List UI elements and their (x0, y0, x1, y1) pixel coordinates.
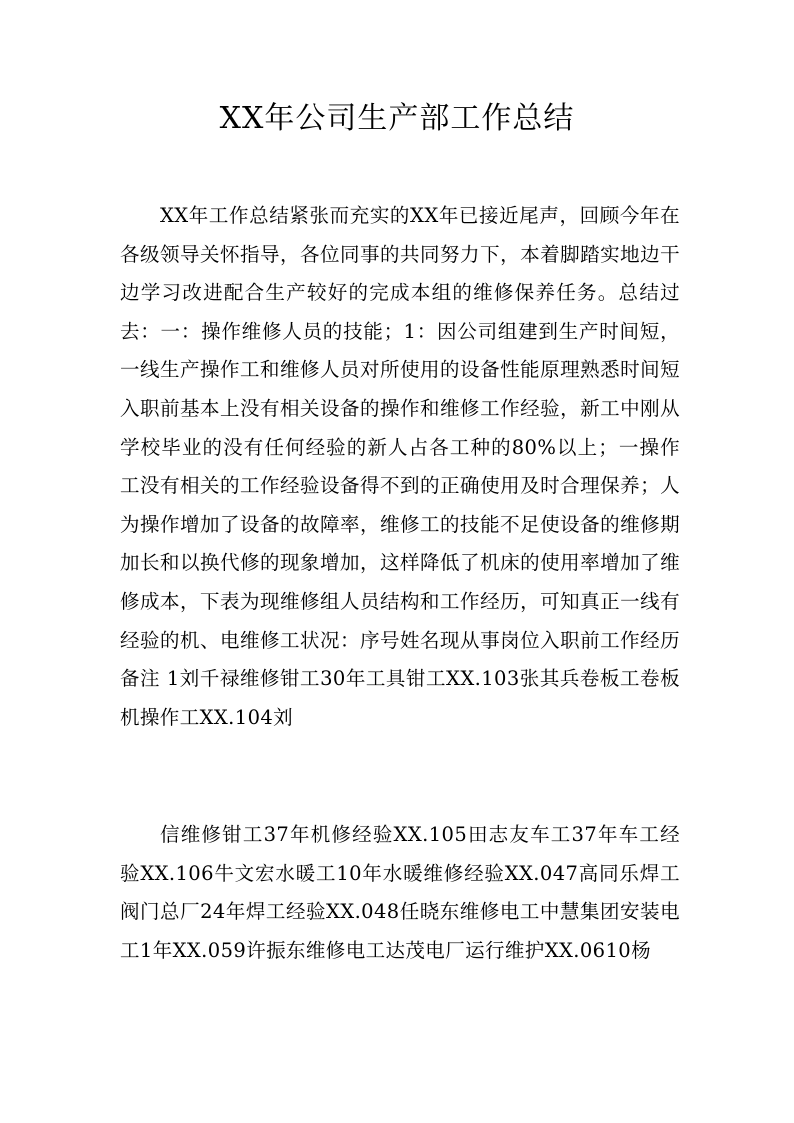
body-paragraph-1: XX年工作总结紧张而充实的XX年已接近尾声，回顾今年在各级领导关怀指导，各位同事的共同努力下，本着脚踏实地边干边学习改进配合生产较好的完成本组的维修保养任务。总结过去：一：操作维修人员的技能；1：因公司组建到生产时间短，一线生产操作工和维修人员对所使用的设备性能原理熟悉时间短入职前基本上没有相关设备的操作和维修工作经验，新工中刚从学校毕业的没有任何经验的新人占各工种的80%以上；一操作工没有相关的工作经验设备得不到的正确使用及时合理保养；人为操作增加了设备的故障率，维修工的技能不足使设备的维修期加长和以换代修的现象增加，这样降低了机床的使用率增加了维修成本，下表为现维修组人员结构和工作经历，可知真正一线有经验的机、电维修工状况：序号姓名现从事岗位入职前工作经历备注 1刘千禄维修钳工30年工具钳工XX.103张其兵卷板工卷板机操作工XX.104刘 (120, 204, 680, 729)
document-title: XX年公司生产部工作总结 (219, 101, 575, 136)
body-paragraph-2: 信维修钳工37年机修经验XX.105田志友车工37年车工经验XX.106牛文宏水暖工10年水暖维修经验XX.047高同乐焊工阀门总厂24年焊工经验XX.048任晓东维修电工中慧集团安装电工1年XX.059许振东维修电工达茂电厂运行维护XX.0610杨 (120, 823, 680, 962)
